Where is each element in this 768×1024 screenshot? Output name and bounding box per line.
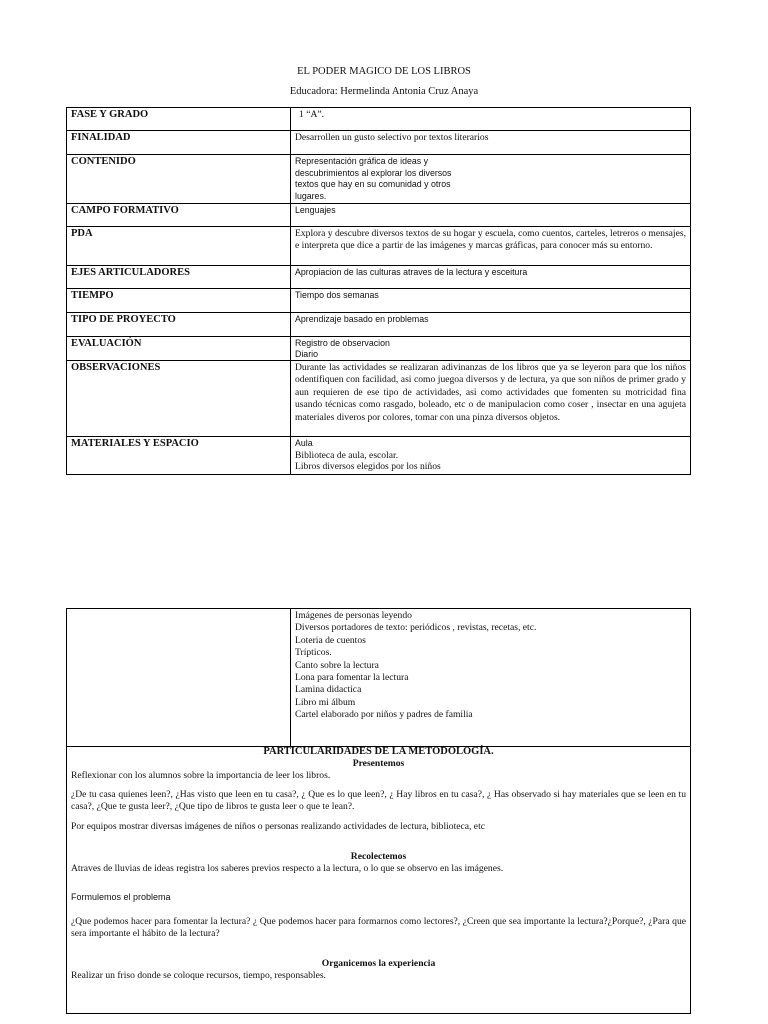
presentemos-paragraph-2: ¿De tu casa quienes leen?, ¿Has visto que leen en tu casa?, ¿ Que es lo que leen?, ¿ Hay libros en tu casa?, ¿ Has observado si hay materiales que se leen en tu casa?, ¿Que te gusta leer?, ¿Que tipo de libros te gusta leer o que te lean?. xyxy=(71,789,686,813)
formulemos-paragraph: ¿Que podemos hacer para fomentar la lectura? ¿ Que podemos hacer para formarnos como lectores?, ¿Creen que sea importante la lectura?¿Porque?, ¿Para que sera importante el hábito de la lectura? xyxy=(71,916,686,939)
contenido-label: CONTENIDO xyxy=(67,155,291,204)
row-pda xyxy=(67,227,691,266)
materiales-line: Biblioteca de aula, escolar. xyxy=(295,449,399,461)
materiales-line: Libros diversos elegidos por los niños xyxy=(295,461,441,473)
material-item: Canto sobre la lectura xyxy=(295,659,379,671)
row-tipo xyxy=(67,313,691,337)
pda-label: PDA xyxy=(67,227,291,266)
materiales-line: Aula xyxy=(295,438,313,448)
material-item: Libro mi álbum xyxy=(295,696,356,708)
contenido-line: descubrimientos al explorar los diversos xyxy=(295,167,452,178)
tiempo-label: TIEMPO xyxy=(67,289,291,313)
finalidad-label: FINALIDAD xyxy=(67,131,291,155)
fase-value: 1 “A”. xyxy=(291,108,691,131)
tipo-value: Aprendizaje basado en problemas xyxy=(291,313,691,337)
document-subtitle: Educadora: Hermelinda Antonia Cruz Anaya xyxy=(289,86,479,97)
organicemos-paragraph: Realizar un friso donde se coloque recursos, tiempo, responsables. xyxy=(71,969,326,981)
presentemos-paragraph-1: Reflexionar con los alumnos sobre la importancia de leer los libros. xyxy=(71,769,331,781)
row-materiales-cont xyxy=(67,609,691,747)
campo-label: CAMPO FORMATIVO xyxy=(67,204,291,227)
row-tiempo xyxy=(67,289,691,313)
materiales-continuation-table xyxy=(66,608,691,747)
row-observaciones xyxy=(67,361,691,437)
presentemos-paragraph-3: Por equipos mostrar diversas imágenes de niños o personas realizando actividades de lectura, biblioteca, etc xyxy=(71,820,485,832)
row-ejes xyxy=(67,266,691,289)
methodology-section xyxy=(66,746,691,1014)
evaluacion-line: Registro de observacion xyxy=(295,338,390,348)
formulemos-heading: Formulemos el problema xyxy=(71,892,171,903)
material-item: Imágenes de personas leyendo xyxy=(295,610,412,621)
recolectemos-heading: Recolectemos xyxy=(350,850,407,862)
row-evaluacion xyxy=(67,337,691,361)
row-finalidad xyxy=(67,131,691,155)
row-fase xyxy=(67,108,691,131)
contenido-value xyxy=(291,155,691,204)
planning-table xyxy=(66,107,691,475)
materiales-cont-list xyxy=(291,609,691,747)
tiempo-value: Tiempo dos semanas xyxy=(291,289,691,313)
campo-value: Lenguajes xyxy=(291,204,691,227)
tipo-label: TIPO DE PROYECTO xyxy=(67,313,291,337)
document-title: EL PODER MAGICO DE LOS LIBROS xyxy=(297,66,471,77)
fase-label: FASE Y GRADO xyxy=(67,108,291,131)
finalidad-value: Desarrollen un gusto selectivo por textos literarios xyxy=(291,131,691,155)
evaluacion-value xyxy=(291,337,691,361)
ejes-label: EJES ARTICULADORES xyxy=(67,266,291,289)
recolectemos-paragraph: Atraves de lluvias de ideas registra los saberes previos respecto a la lectura, o lo que se observo en las imágenes. xyxy=(71,862,504,874)
evaluacion-line: Diario xyxy=(295,348,318,359)
methodology-title: PARTICULARIDADES DE LA METODOLOGÍA. xyxy=(263,746,494,757)
row-campo xyxy=(67,204,691,227)
ejes-value: Apropiacion de las culturas atraves de la lectura y esceitura xyxy=(291,266,691,289)
contenido-line: lugares. xyxy=(295,190,327,201)
observaciones-value: Durante las actividades se realizaran adivinanzas de los libros que ya se leyeron para que los niños odentifiquen con facilidad, asi como juegoa diversos y de lectura, ya que son niños de primer grado y aun requieren de ese tipo de actividades, asi como actividades que fomenten su motricidad fina usando técnicas como rasgado, boleado, etc o de manipulacion como coser , insectar en una agujeta materiales diveros por colores, tomar con una pinza diversos objetos. xyxy=(291,361,691,437)
material-item: Lamina didactica xyxy=(295,684,362,696)
material-item: Cartel elaborado por niños y padres de familia xyxy=(295,709,473,721)
contenido-line: Representación gráfica de ideas y xyxy=(295,156,429,166)
materiales-label: MATERIALES Y ESPACIO xyxy=(67,437,291,475)
material-item: Trípticos. xyxy=(295,647,332,659)
empty-label-cell xyxy=(67,609,291,747)
observaciones-label: OBSERVACIONES xyxy=(67,361,291,437)
material-item: Loteria de cuentos xyxy=(295,634,366,646)
material-item: Diversos portadores de texto: periódicos , revistas, recetas, etc. xyxy=(295,622,537,634)
row-materiales xyxy=(67,437,691,475)
evaluacion-label: EVALUACIÓN xyxy=(67,337,291,361)
contenido-line: textos que hay en su comunidad y otros xyxy=(295,179,451,189)
material-item: Lona para fomentar la lectura xyxy=(295,672,409,684)
presentemos-heading: Presentemos xyxy=(352,757,405,769)
organicemos-heading: Organicemos la experiencia xyxy=(321,957,436,969)
pda-value: Explora y descubre diversos textos de su hogar y escuela, como cuentos, carteles, letreros o mensajes, e interpreta que dice a partir de las imágenes y marcas gráficas, para conocer más su entorno. xyxy=(291,227,691,266)
row-contenido xyxy=(67,155,691,204)
materiales-value xyxy=(291,437,691,475)
